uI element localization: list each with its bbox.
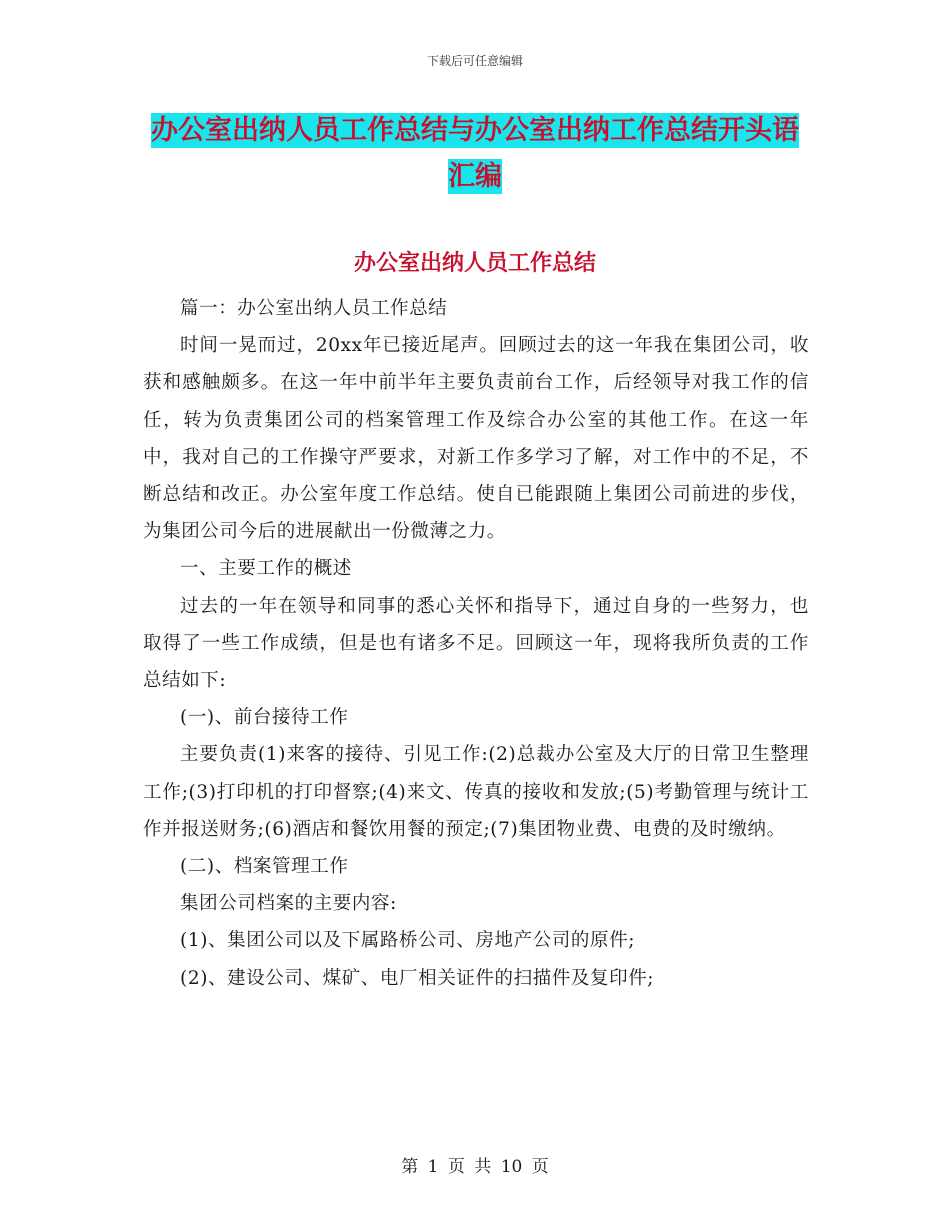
paragraph-intro: 时间一晃而过，20xx年已接近尾声。回顾过去的这一年我在集团公司，收获和感触颇多。在这一年中前半年主要负责前台工作，后经领导对我工作的信任，转为负责集团公司的档案管理工作及综合办公室的其他工作。在这一年中，我对自己的工作操守严要求，对新工作多学习了解，对工作中的不足，不断总结和改正。办公室年度工作总结。使自已能跟随上集团公司前进的步伐，为集团公司今后的进展献出一份微薄之力。 (143, 335, 809, 543)
paragraph-archives-item-2: (2)、建设公司、煤矿、电厂相关证件的扫描件及复印件; (180, 967, 655, 989)
page-header-note: 下载后可任意编辑 (426, 54, 523, 68)
paragraph-archives-intro: 集团公司档案的主要内容: (180, 893, 397, 915)
document-title: 办公室出纳人员工作总结与办公室出纳工作总结开头语汇编 (151, 115, 799, 192)
paragraph-heading-overview: 一、主要工作的概述 (180, 558, 352, 580)
paragraph-overview: 过去的一年在领导和同事的悉心关怀和指导下，通过自身的一些努力，也取得了一些工作成绩，但是也有诸多不足。回顾这一年，现将我所负责的工作总结如下: (143, 595, 809, 692)
paragraph-reception-duties: 主要负责(1)来客的接待、引见工作:(2)总裁办公室及大厅的日常卫生整理工作;(3)打印机的打印督察;(4)来文、传真的接收和发放;(5)考勤管理与统计工作并报送财务;(6)酒店和餐饮用餐的预定;(7)集团物业费、电费的及时缴纳。 (143, 744, 809, 840)
paragraph-heading-archives: (二)、档案管理工作 (180, 856, 349, 878)
section-title: 办公室出纳人员工作总结 (353, 251, 596, 276)
paragraph-heading-reception: (一)、前台接待工作 (180, 707, 349, 729)
page-footer-number: 第 1 页 共 10 页 (401, 1157, 549, 1177)
paragraph-archives-item-1: (1)、集团公司以及下属路桥公司、房地产公司的原件; (180, 930, 636, 952)
paragraph-chapter-heading: 篇一：办公室出纳人员工作总结 (180, 298, 448, 319)
document-title-block (140, 108, 810, 200)
document-body (143, 290, 809, 997)
